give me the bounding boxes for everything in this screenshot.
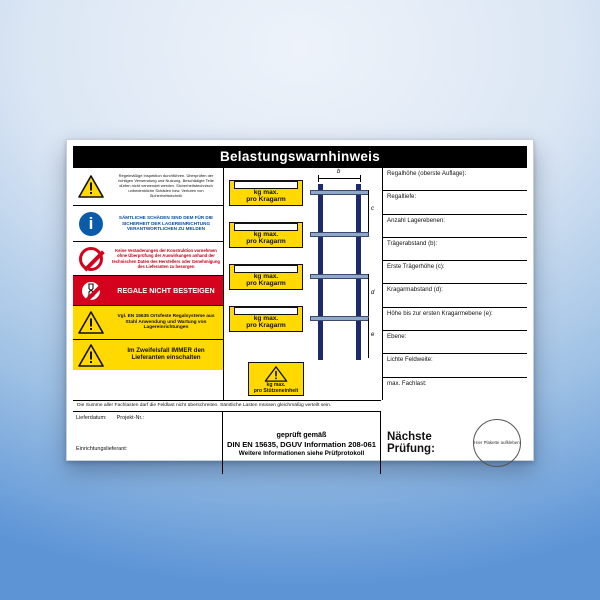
pictogram-row-text: Im Zweifelsfall IMMER den Lieferanten einschalten: [127, 347, 205, 361]
load-label-base-unit: [248, 362, 304, 396]
next-inspection-label: [387, 431, 435, 455]
kg-line-1: kg max.: [253, 231, 279, 239]
dimension-label-e: e: [371, 332, 375, 338]
form-field-level[interactable]: Ebene:: [383, 331, 527, 354]
dimension-line-c: [368, 190, 369, 232]
kg-line-2: pro Kragarm: [246, 322, 286, 330]
footer-label-delivery-date: Lieferdatum:: [76, 415, 107, 422]
next-inspection-line-1: Nächste: [387, 431, 432, 444]
next-inspection-line-2: Prüfung:: [387, 443, 435, 456]
pictogram-column: [73, 168, 224, 400]
load-label-text: [246, 232, 286, 246]
pictogram-row-standard: [73, 306, 223, 340]
pictogram-row-text: REGALE NICHT BESTEIGEN: [117, 285, 215, 295]
base-kg-line-1: kg max.: [266, 382, 286, 389]
form-field-levels[interactable]: Anzahl Lagerebenen:: [383, 215, 527, 238]
form-field-first-beam-height[interactable]: Erste Trägerhöhe (c):: [383, 261, 527, 284]
sign-body: [73, 168, 527, 400]
form-field-rack-height[interactable]: Regalhöhe (oberste Auflage):: [383, 168, 527, 191]
rack-diagram: [224, 168, 383, 400]
sign-footer: [73, 412, 527, 474]
rack-upright-right: [356, 184, 361, 360]
dimension-label-d: d: [371, 290, 375, 296]
load-distribution-note: Die Summe aller Fachlasten darf die Feldlast nicht überschreiten. Sämtliche Lasten müssen gleichmäßig verteilt sein.: [73, 400, 381, 412]
load-label-text: [246, 316, 286, 330]
form-field-beam-distance[interactable]: Trägerabstand (b):: [383, 238, 527, 261]
dimension-line-e: [368, 318, 369, 358]
pictogram-row-text: Keine Veränderungen der Konstruktion vornehmen ohne Überprüfung der Auswirkungen anhand der technischen Daten des Herstellers oder Genehmigung des Lieferanten zu besorgen: [112, 248, 220, 269]
dimension-line-d: [368, 274, 369, 316]
load-label-level-2: [229, 222, 303, 248]
sticker-placeholder-circle[interactable]: Hier Plakette aufkleben: [473, 419, 521, 467]
footer-label-installer: Einrichtungslieferant:: [76, 446, 128, 453]
warning-triangle-icon: [73, 306, 109, 339]
pictogram-row-no-modification: [73, 242, 223, 276]
pictogram-row-inspection: [73, 168, 223, 206]
warning-triangle-icon: [73, 168, 109, 205]
rack-illustration: [310, 169, 375, 360]
kg-line-2: pro Kragarm: [246, 238, 286, 246]
form-field-max-shelf-load[interactable]: max. Fachlast:: [387, 379, 427, 387]
pictogram-row-report-damage: [73, 206, 223, 242]
footer-certification-block: [223, 412, 381, 474]
load-write-field[interactable]: [234, 223, 298, 231]
dimension-tick: [318, 175, 319, 182]
form-field-clear-width[interactable]: Lichte Feldweite:: [383, 354, 527, 377]
dimension-label-b: b: [337, 169, 341, 175]
pictogram-row-text: Vgl. EN 15635 Ortsfeste Regalsysteme aus Stahl Anwendung und Wartung von Lagereinrichtungen: [117, 313, 215, 331]
kg-line-1: kg max.: [253, 273, 279, 281]
load-label-level-1: [229, 180, 303, 206]
rack-beam: [310, 190, 369, 195]
base-kg-line-2: pro Stützeneinheit: [253, 387, 299, 394]
warning-triangle-icon: [264, 366, 288, 382]
load-write-field[interactable]: [234, 307, 298, 315]
warning-sign-card: [66, 139, 534, 461]
load-write-field[interactable]: [234, 181, 298, 189]
form-field-first-cantilever-height[interactable]: Höhe bis zur ersten Kragarmebene (e):: [383, 308, 527, 331]
footer-supplier-block: [73, 412, 223, 474]
form-field-cantilever-distance[interactable]: Kragarmabstand (d):: [383, 284, 527, 307]
form-field-column: [383, 168, 527, 400]
base-load-text: [254, 383, 298, 394]
form-field-rack-depth[interactable]: Regaltiefe:: [383, 191, 527, 214]
certification-line-2: DIN EN 15635, DGUV Information 208-061: [227, 439, 376, 449]
rack-beam: [310, 232, 369, 237]
load-label-text: [246, 190, 286, 204]
pictogram-row-text: Regelmäßige Inspektion durchführen. Überprüfen der richtigen Verwendung und Nutzung. Beschädigte Teile dürfen nicht verwendet werden. Sicherheitstechnisch unbedenkliche Schäden bzw. Verluten von Sicherheitstechnik: [118, 173, 214, 198]
dimension-tick: [360, 175, 361, 182]
kg-line-1: kg max.: [253, 315, 279, 323]
load-label-level-3: [229, 264, 303, 290]
rack-beam: [310, 274, 369, 279]
certification-line-3: Weitere Informationen siehe Prüfprotokoll: [238, 449, 365, 457]
dimension-label-c: c: [371, 206, 374, 212]
load-label-text: [246, 274, 286, 288]
footer-label-project-no: Projekt-Nr.:: [116, 415, 145, 422]
warning-triangle-icon: [73, 340, 109, 370]
footer-next-inspection-block: [381, 412, 527, 474]
kg-line-1: kg max.: [253, 189, 279, 197]
load-label-level-4: [229, 306, 303, 332]
rack-beam: [310, 316, 369, 321]
kg-line-2: pro Kragarm: [246, 280, 286, 288]
rack-upright-left: [318, 184, 323, 360]
no-climbing-icon: [73, 276, 109, 305]
pictogram-row-no-climbing: [73, 276, 223, 306]
prohibition-icon: [73, 242, 109, 275]
page-title: Belastungswarnhinweis: [73, 146, 527, 168]
mandatory-info-icon: i: [73, 206, 109, 241]
dimension-line-b: [318, 178, 361, 179]
kg-line-2: pro Kragarm: [246, 196, 286, 204]
footer-row-installer: [73, 443, 222, 474]
sign-inner: [73, 146, 527, 457]
certification-line-1: geprüft gemäß: [276, 429, 327, 439]
pictogram-row-contact-supplier: [73, 340, 223, 370]
pictogram-row-text: SÄMTLICHE SCHÄDEN SIND DEM FÜR DIE SICHERHEIT DER LAGEREINRICHTUNG VERANTWORTLICHEN ZU MELDEN: [118, 215, 214, 232]
footer-row-delivery: [73, 412, 222, 443]
load-write-field[interactable]: [234, 265, 298, 273]
